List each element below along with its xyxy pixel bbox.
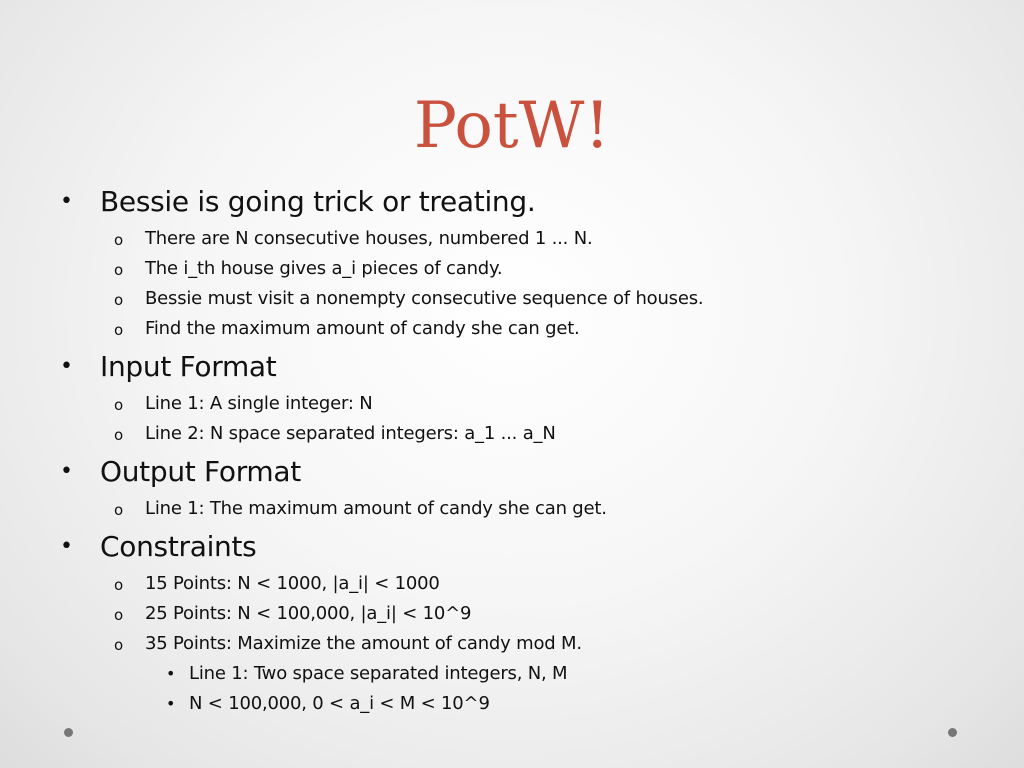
sub-sub-bullet-marker: •	[166, 694, 176, 713]
sub-bullet-marker: o	[114, 291, 124, 309]
sub-bullet-text: 35 Points: Maximize the amount of candy mod M.	[145, 633, 582, 654]
sub-bullet-marker: o	[114, 576, 124, 594]
sub-bullet-text: Line 2: N space separated integers: a_1 ... a_N	[145, 423, 556, 444]
sub-sub-bullet-marker: •	[166, 664, 176, 683]
bullet-marker: •	[60, 459, 73, 484]
sub-bullet-marker: o	[114, 396, 124, 414]
bullet-text: Bessie is going trick or treating.	[100, 185, 536, 218]
bullet-text: Constraints	[100, 530, 257, 563]
bullet-marker: •	[60, 354, 73, 379]
sub-sub-bullet-text: Line 1: Two space separated integers, N, M	[189, 663, 568, 684]
sub-bullet-marker: o	[114, 501, 124, 519]
slide-title: PotW!	[413, 89, 611, 163]
sub-bullet-text: Line 1: The maximum amount of candy she can get.	[145, 498, 607, 519]
corner-dot-right	[948, 728, 957, 737]
sub-bullet-text: 15 Points: N < 1000, |a_i| < 1000	[145, 573, 440, 594]
sub-bullet-text: Find the maximum amount of candy she can get.	[145, 318, 580, 339]
bullet-text: Output Format	[100, 455, 301, 488]
sub-bullet-text: The i_th house gives a_i pieces of candy.	[145, 258, 503, 279]
sub-bullet-text: Bessie must visit a nonempty consecutive sequence of houses.	[145, 288, 704, 309]
corner-dot-left	[64, 728, 73, 737]
sub-bullet-text: There are N consecutive houses, numbered 1 ... N.	[145, 228, 593, 249]
sub-bullet-text: 25 Points: N < 100,000, |a_i| < 10^9	[145, 603, 472, 624]
sub-bullet-marker: o	[114, 231, 124, 249]
bullet-text: Input Format	[100, 350, 277, 383]
sub-bullet-marker: o	[114, 636, 124, 654]
bullet-marker: •	[60, 534, 73, 559]
sub-bullet-marker: o	[114, 261, 124, 279]
sub-bullet-marker: o	[114, 426, 124, 444]
bullet-marker: •	[60, 189, 73, 214]
sub-bullet-marker: o	[114, 606, 124, 624]
sub-bullet-marker: o	[114, 321, 124, 339]
sub-bullet-text: Line 1: A single integer: N	[145, 393, 373, 414]
sub-sub-bullet-text: N < 100,000, 0 < a_i < M < 10^9	[189, 693, 490, 714]
